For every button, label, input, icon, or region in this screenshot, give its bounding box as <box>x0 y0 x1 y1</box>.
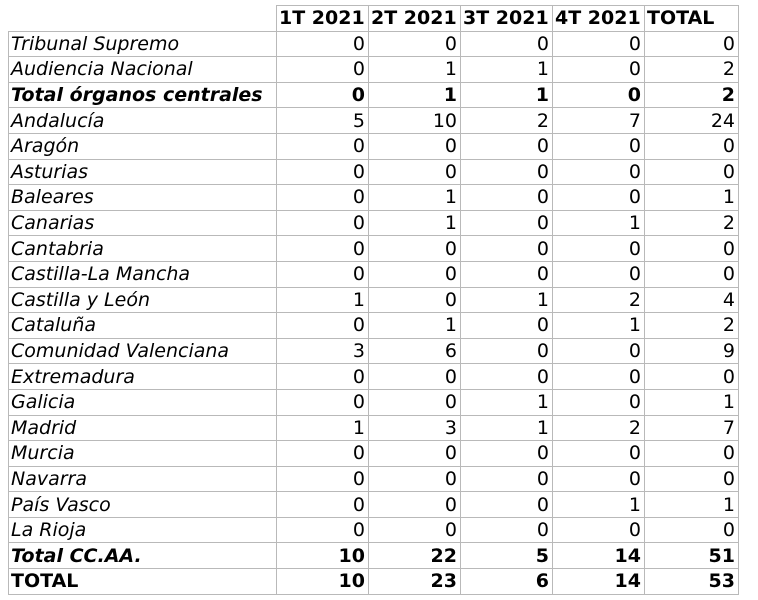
value-cell: 1 <box>645 389 739 415</box>
table-row <box>9 466 739 492</box>
statistics-table <box>8 5 739 595</box>
table-row <box>9 441 739 467</box>
row-label: Audiencia Nacional <box>9 57 277 83</box>
value-cell: 0 <box>369 159 461 185</box>
value-cell: 0 <box>553 517 645 543</box>
table-row <box>9 313 739 339</box>
value-cell: 0 <box>277 82 369 108</box>
table-row <box>9 287 739 313</box>
value-cell: 0 <box>553 261 645 287</box>
value-cell: 0 <box>277 492 369 518</box>
value-cell: 0 <box>461 210 553 236</box>
row-label: Murcia <box>9 441 277 467</box>
value-cell: 1 <box>461 287 553 313</box>
row-label: Total CC.AA. <box>9 543 277 569</box>
row-label: Madrid <box>9 415 277 441</box>
value-cell: 0 <box>369 287 461 313</box>
value-cell: 0 <box>369 31 461 57</box>
value-cell: 3 <box>277 338 369 364</box>
row-label: Canarias <box>9 210 277 236</box>
column-header: 1T 2021 <box>277 6 369 32</box>
value-cell: 0 <box>369 466 461 492</box>
value-cell: 2 <box>645 210 739 236</box>
value-cell: 0 <box>461 492 553 518</box>
value-cell: 0 <box>461 31 553 57</box>
table-row <box>9 389 739 415</box>
table-row <box>9 261 739 287</box>
value-cell: 10 <box>277 543 369 569</box>
value-cell: 2 <box>461 108 553 134</box>
column-header: 3T 2021 <box>461 6 553 32</box>
value-cell: 1 <box>369 313 461 339</box>
value-cell: 5 <box>461 543 553 569</box>
value-cell: 0 <box>645 466 739 492</box>
value-cell: 53 <box>645 569 739 595</box>
value-cell: 4 <box>645 287 739 313</box>
row-label: Navarra <box>9 466 277 492</box>
column-header: 2T 2021 <box>369 6 461 32</box>
value-cell: 1 <box>461 415 553 441</box>
value-cell: 0 <box>277 466 369 492</box>
value-cell: 0 <box>553 389 645 415</box>
value-cell: 14 <box>553 543 645 569</box>
header-row <box>9 6 739 32</box>
value-cell: 0 <box>369 236 461 262</box>
table-row <box>9 364 739 390</box>
value-cell: 1 <box>461 389 553 415</box>
value-cell: 1 <box>277 415 369 441</box>
value-cell: 0 <box>461 261 553 287</box>
value-cell: 0 <box>645 517 739 543</box>
row-label: Asturias <box>9 159 277 185</box>
table-row <box>9 57 739 83</box>
row-label: Tribunal Supremo <box>9 31 277 57</box>
row-label: Castilla-La Mancha <box>9 261 277 287</box>
table-row <box>9 185 739 211</box>
row-label: Castilla y León <box>9 287 277 313</box>
column-header: 4T 2021 <box>553 6 645 32</box>
row-label: Extremadura <box>9 364 277 390</box>
value-cell: 23 <box>369 569 461 595</box>
table-total-row <box>9 82 739 108</box>
value-cell: 0 <box>553 236 645 262</box>
value-cell: 0 <box>553 133 645 159</box>
value-cell: 0 <box>369 441 461 467</box>
value-cell: 0 <box>369 492 461 518</box>
value-cell: 0 <box>277 31 369 57</box>
value-cell: 0 <box>369 133 461 159</box>
value-cell: 0 <box>553 441 645 467</box>
row-label: Baleares <box>9 185 277 211</box>
value-cell: 0 <box>553 466 645 492</box>
value-cell: 0 <box>461 133 553 159</box>
value-cell: 0 <box>277 159 369 185</box>
table-row <box>9 159 739 185</box>
value-cell: 0 <box>369 364 461 390</box>
value-cell: 2 <box>553 287 645 313</box>
value-cell: 10 <box>369 108 461 134</box>
value-cell: 0 <box>645 31 739 57</box>
value-cell: 3 <box>369 415 461 441</box>
value-cell: 0 <box>277 364 369 390</box>
value-cell: 1 <box>553 313 645 339</box>
table-row <box>9 210 739 236</box>
value-cell: 0 <box>553 159 645 185</box>
table-row <box>9 133 739 159</box>
value-cell: 0 <box>645 261 739 287</box>
value-cell: 0 <box>553 57 645 83</box>
value-cell: 6 <box>369 338 461 364</box>
value-cell: 0 <box>277 185 369 211</box>
value-cell: 2 <box>645 82 739 108</box>
table-row <box>9 492 739 518</box>
value-cell: 1 <box>461 57 553 83</box>
row-label: Aragón <box>9 133 277 159</box>
value-cell: 0 <box>645 236 739 262</box>
table-body <box>9 31 739 594</box>
value-cell: 24 <box>645 108 739 134</box>
table-total-row <box>9 569 739 595</box>
header-corner-cell <box>9 6 277 32</box>
table-row <box>9 236 739 262</box>
value-cell: 0 <box>369 389 461 415</box>
value-cell: 22 <box>369 543 461 569</box>
value-cell: 0 <box>553 82 645 108</box>
value-cell: 0 <box>277 313 369 339</box>
row-label: Cantabria <box>9 236 277 262</box>
value-cell: 0 <box>277 261 369 287</box>
row-label: País Vasco <box>9 492 277 518</box>
table-row <box>9 338 739 364</box>
value-cell: 2 <box>645 57 739 83</box>
value-cell: 0 <box>645 441 739 467</box>
column-header: TOTAL <box>645 6 739 32</box>
value-cell: 0 <box>277 57 369 83</box>
value-cell: 9 <box>645 338 739 364</box>
table-total-row <box>9 543 739 569</box>
value-cell: 0 <box>277 210 369 236</box>
value-cell: 0 <box>553 338 645 364</box>
value-cell: 1 <box>369 57 461 83</box>
value-cell: 0 <box>461 517 553 543</box>
value-cell: 1 <box>645 492 739 518</box>
value-cell: 5 <box>277 108 369 134</box>
value-cell: 6 <box>461 569 553 595</box>
value-cell: 14 <box>553 569 645 595</box>
row-label: Cataluña <box>9 313 277 339</box>
row-label: Total órganos centrales <box>9 82 277 108</box>
value-cell: 0 <box>277 441 369 467</box>
table-row <box>9 517 739 543</box>
table-row <box>9 31 739 57</box>
value-cell: 0 <box>461 466 553 492</box>
value-cell: 0 <box>461 236 553 262</box>
value-cell: 0 <box>553 31 645 57</box>
value-cell: 0 <box>553 364 645 390</box>
value-cell: 1 <box>369 82 461 108</box>
value-cell: 1 <box>461 82 553 108</box>
row-label: Galicia <box>9 389 277 415</box>
row-label: Comunidad Valenciana <box>9 338 277 364</box>
value-cell: 0 <box>461 313 553 339</box>
value-cell: 7 <box>553 108 645 134</box>
value-cell: 2 <box>553 415 645 441</box>
table-row <box>9 415 739 441</box>
row-label: TOTAL <box>9 569 277 595</box>
table-row <box>9 108 739 134</box>
value-cell: 0 <box>645 159 739 185</box>
value-cell: 0 <box>461 338 553 364</box>
value-cell: 0 <box>277 236 369 262</box>
value-cell: 1 <box>553 492 645 518</box>
value-cell: 10 <box>277 569 369 595</box>
value-cell: 1 <box>553 210 645 236</box>
value-cell: 7 <box>645 415 739 441</box>
value-cell: 0 <box>461 159 553 185</box>
value-cell: 0 <box>277 389 369 415</box>
value-cell: 0 <box>461 441 553 467</box>
value-cell: 0 <box>277 133 369 159</box>
value-cell: 1 <box>369 185 461 211</box>
value-cell: 51 <box>645 543 739 569</box>
value-cell: 0 <box>461 185 553 211</box>
value-cell: 1 <box>369 210 461 236</box>
value-cell: 0 <box>645 364 739 390</box>
value-cell: 0 <box>277 517 369 543</box>
value-cell: 0 <box>461 364 553 390</box>
value-cell: 0 <box>369 261 461 287</box>
value-cell: 0 <box>553 185 645 211</box>
value-cell: 0 <box>645 133 739 159</box>
row-label: Andalucía <box>9 108 277 134</box>
value-cell: 0 <box>369 517 461 543</box>
value-cell: 1 <box>645 185 739 211</box>
row-label: La Rioja <box>9 517 277 543</box>
value-cell: 2 <box>645 313 739 339</box>
value-cell: 1 <box>277 287 369 313</box>
